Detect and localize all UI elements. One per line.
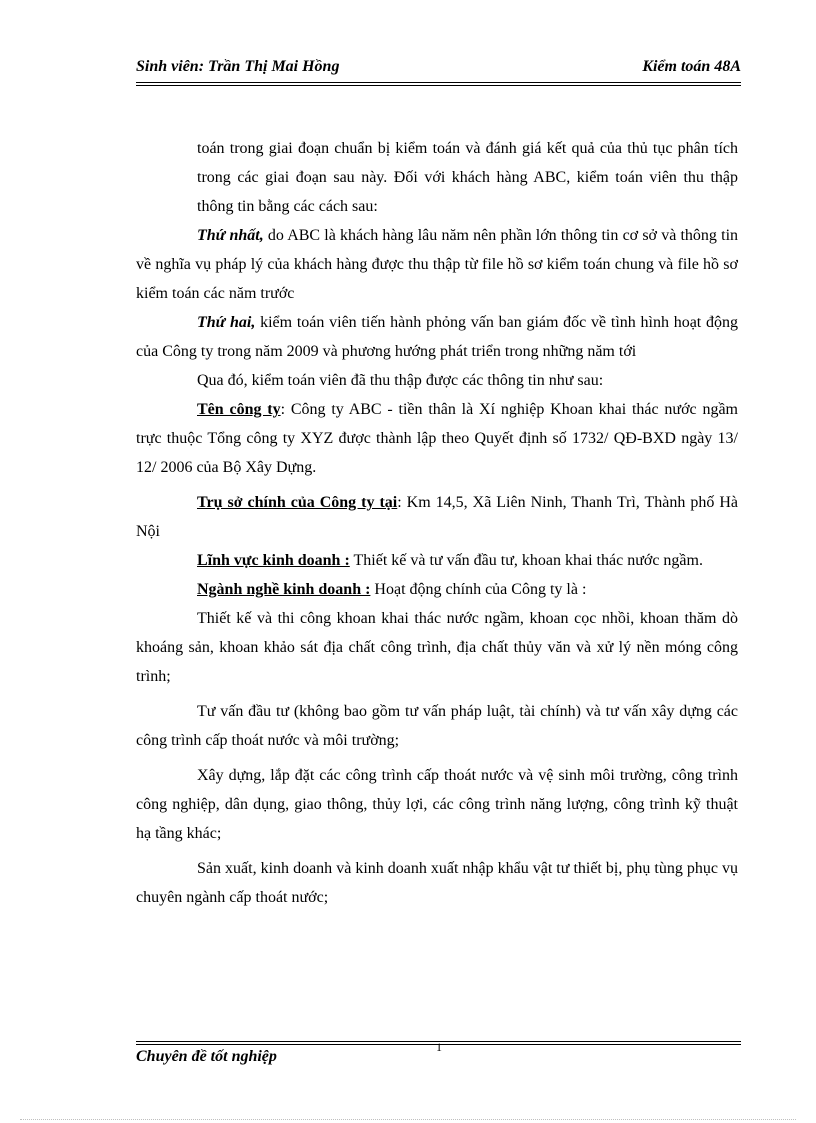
page-number: 1	[436, 1040, 442, 1054]
header-rule-top	[136, 82, 741, 83]
paragraph-activity-2: Tư vấn đầu tư (không bao gồm tư vấn pháp luật, tài chính) và tư vấn xây dựng các công trình cấp thoát nước và môi trường;	[136, 703, 738, 749]
paragraph-activity-4: Sản xuất, kinh doanh và kinh doanh xuất nhập khẩu vật tư thiết bị, phụ tùng phục vụ chuyên ngành cấp thoát nước;	[136, 860, 738, 906]
paragraph-headquarters: Trụ sở chính của Công ty tại: Km 14,5, Xã Liên Ninh, Thanh Trì, Thành phố Hà Nội	[136, 494, 738, 540]
document-body	[136, 134, 738, 912]
paragraph-business-lines: Ngành nghề kinh doanh : Hoạt động chính của Công ty là :	[197, 581, 587, 598]
footer-title: Chuyên đề tốt nghiệp	[136, 1048, 277, 1065]
paragraph-first: Thứ nhất, do ABC là khách hàng lâu năm nên phần lớn thông tin cơ sở và thông tin về nghĩa vụ pháp lý của khách hàng được thu thập từ file hồ sơ kiểm toán chung và file hồ sơ kiểm toán các năm trước	[136, 227, 739, 302]
class-name: Kiểm toán 48A	[642, 58, 741, 75]
student-name: Sinh viên: Trần Thị Mai Hồng	[136, 58, 340, 75]
paragraph-intro: toán trong giai đoạn chuẩn bị kiểm toán và đánh giá kết quả của thủ tục phân tích trong các giai đoạn sau này. Đối với khách hàng ABC, kiểm toán viên thu thập thông tin bằng các cách sau:	[197, 140, 738, 215]
page-edge-divider	[20, 1119, 796, 1120]
paragraph-activity-1: Thiết kế và thi công khoan khai thác nước ngầm, khoan cọc nhồi, khoan thăm dò khoáng sản, khoan khảo sát địa chất công trình, địa chất thủy văn và xử lý nền móng công trình;	[136, 610, 738, 685]
label-first: Thứ nhất,	[197, 227, 264, 244]
paragraph-company-name: Tên công ty: Công ty ABC - tiền thân là Xí nghiệp Khoan khai thác nước ngầm trực thuộc Tổng công ty XYZ được thành lập theo Quyết định số 1732/ QĐ-BXD ngày 13/ 12/ 2006 của Bộ Xây Dựng.	[136, 401, 739, 476]
paragraph-summary: Qua đó, kiểm toán viên đã thu thập được các thông tin như sau:	[197, 372, 604, 389]
label-headquarters: Trụ sở chính của Công ty tại	[197, 494, 398, 511]
header-rule-bottom	[136, 85, 741, 86]
label-second: Thứ hai,	[197, 314, 256, 331]
label-business-field: Lĩnh vực kinh doanh :	[197, 552, 350, 569]
paragraph-activity-3: Xây dựng, lắp đặt các công trình cấp thoát nước và vệ sinh môi trường, công trình công nghiệp, dân dụng, giao thông, thủy lợi, các công trình năng lượng, công trình kỹ thuật hạ tầng khác;	[136, 767, 738, 842]
label-company-name: Tên công ty	[197, 401, 281, 418]
paragraph-second: Thứ hai, kiểm toán viên tiến hành phỏng vấn ban giám đốc về tình hình hoạt động của Công ty trong năm 2009 và phương hướng phát triển trong những năm tới	[136, 314, 738, 360]
paragraph-business-field: Lĩnh vực kinh doanh : Thiết kế và tư vấn đầu tư, khoan khai thác nước ngầm.	[197, 552, 703, 569]
page-header	[136, 58, 741, 80]
label-business-lines: Ngành nghề kinh doanh :	[197, 581, 371, 598]
